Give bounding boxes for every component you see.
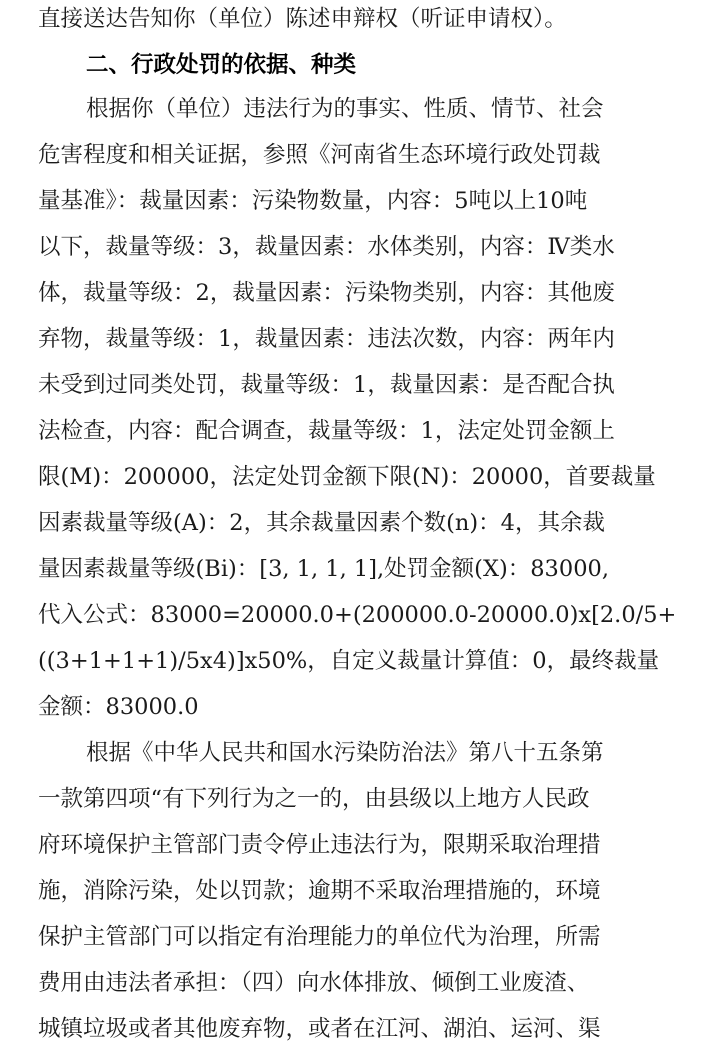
text-line: 直接送达告知你（单位）陈述申辩权（听证申请权）。 (38, 6, 567, 32)
section-heading: 二、行政处罚的依据、种类 (86, 52, 357, 78)
text-line: 危害程度和相关证据，参照《河南省生态环境行政处罚裁 (38, 142, 601, 168)
text-line: 代入公式：83000=20000.0+(200000.0-20000.0)x[2.0/5+ (38, 602, 677, 628)
text-line: ((3+1+1+1)/5x4)]x50%，自定义裁量计算值：0，最终裁量 (38, 648, 660, 674)
paragraph-first-line: 根据你（单位）违法行为的事实、性质、情节、社会 (86, 96, 604, 122)
text-line: 保护主管部门可以指定有治理能力的单位代为治理，所需 (38, 924, 601, 950)
paragraph-first-line: 根据《中华人民共和国水污染防治法》第八十五条第 (86, 740, 604, 766)
text-line: 未受到过同类处罚，裁量等级：1，裁量因素：是否配合执 (38, 372, 615, 398)
text-line: 施，消除污染，处以罚款；逾期不采取治理措施的，环境 (38, 878, 601, 904)
text-line: 体，裁量等级：2，裁量因素：污染物类别，内容：其他废 (38, 280, 615, 306)
text-line: 一款第四项“有下列行为之一的，由县级以上地方人民政 (38, 786, 590, 812)
text-line: 金额：83000.0 (38, 694, 199, 720)
text-line: 量因素裁量等级(Bi)：[3, 1, 1, 1],处罚金额(X)：83000, (38, 556, 609, 582)
text-line: 费用由违法者承担：（四）向水体排放、倾倒工业废渣、 (38, 970, 590, 996)
text-line: 限(M)：200000，法定处罚金额下限(N)：20000，首要裁量 (38, 464, 656, 490)
text-line: 以下，裁量等级：3，裁量因素：水体类别，内容：Ⅳ类水 (38, 234, 615, 260)
text-line: 法检查，内容：配合调查，裁量等级：1，法定处罚金额上 (38, 418, 615, 444)
text-line: 弃物，裁量等级：1，裁量因素：违法次数，内容：两年内 (38, 326, 615, 352)
text-line: 量基准》：裁量因素：污染物数量，内容：5吨以上10吨 (38, 188, 588, 214)
text-line: 因素裁量等级(A)：2，其余裁量因素个数(n)：4，其余裁 (38, 510, 605, 536)
text-line: 城镇垃圾或者其他废弃物，或者在江河、湖泊、运河、渠 (38, 1016, 601, 1042)
text-line: 府环境保护主管部门责令停止违法行为，限期采取治理措 (38, 832, 601, 858)
